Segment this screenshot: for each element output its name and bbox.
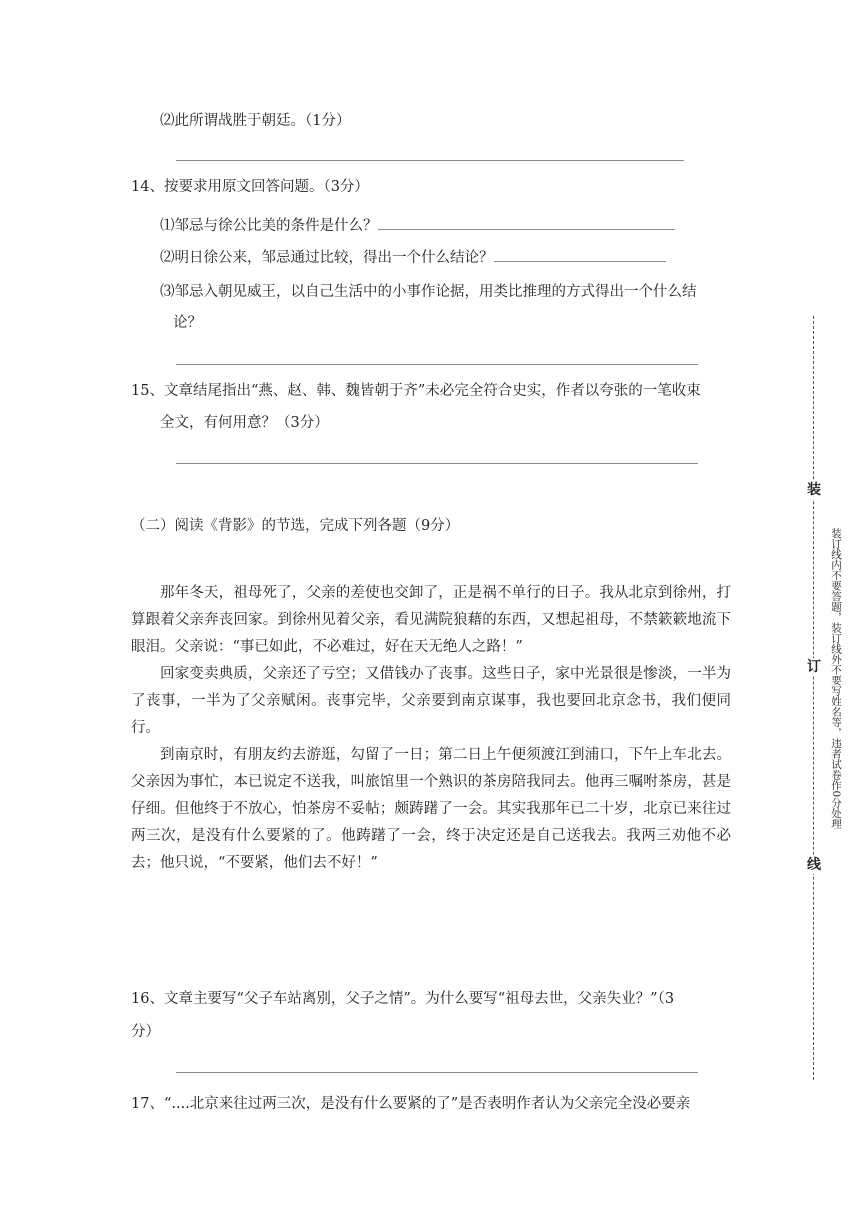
q14-sub1 [160,215,675,236]
binding-char-zhuang: 装 [807,482,821,498]
q16-line2: 分） [131,1024,160,1040]
binding-note: 装订线内不要答题，装订线外不要写姓名等，违者试卷作0分处理 [830,528,842,829]
answer-blank[interactable] [378,215,675,230]
q14-sub3-line1: ⑶邹忌入朝见威王，以自己生活中的小事作论据，用类比推理的方式得出一个什么结 [160,284,697,300]
passage-paragraph-3: 到南京时，有朋友约去游逛，勾留了一日；第二日上午便须渡江到浦口，下午上车北去。父亲因为事忙，本已说定不送我，叫旅馆里一个熟识的茶房陪我同去。他再三嘱咐茶房，甚是仔细。但他终于不放心，怕茶房不妥帖；颇踌躇了一会。其实我那年已二十岁，北京已来往过两三次，是没有什么要紧的了。他踌躇了一会，终于决定还是自己送我去。我两三劝他不必去；他只说，“不要紧，他们去不好！” [131,747,731,871]
reading-passage [131,580,731,877]
passage-paragraph-2: 回家变卖典质，父亲还了亏空；又借钱办了丧事。这些日子，家中光景很是惨淡，一半为了丧事，一半为了父亲赋闲。丧事完毕，父亲要到南京谋事，我也要回北京念书，我们便同行。 [131,666,731,736]
q14-title: 14、按要求用原文回答问题。（3分） [131,179,369,195]
answer-line[interactable] [176,160,684,161]
binding-line [813,316,814,1080]
q15-line1: 15、文章结尾指出“燕、赵、韩、魏皆朝于齐”未必完全符合史实，作者以夸张的一笔收束 [131,383,701,399]
q13-sub2: ⑵此所谓战胜于朝廷。（1分） [160,113,351,129]
answer-line[interactable] [176,1072,698,1073]
section-heading: （二）阅读《背影》的节选，完成下列各题（9分） [131,518,460,534]
q14-sub3-line2: 论？ [173,315,202,331]
answer-line[interactable] [176,364,698,365]
q14-sub1-text: ⑴邹忌与徐公比美的条件是什么？ [160,218,378,234]
passage-paragraph-1: 那年冬天，祖母死了，父亲的差使也交卸了，正是祸不单行的日子。我从北京到徐州，打算跟着父亲奔丧回家。到徐州见着父亲，看见满院狼藉的东西，又想起祖母，不禁簌簌地流下眼泪。父亲说：“事已如此，不必难过，好在天无绝人之路！” [131,585,731,655]
q16-line1: 16、文章主要写“父子车站离别，父子之情”。为什么要写“祖母去世，父亲失业？”（3 [131,991,675,1007]
answer-blank[interactable] [494,247,666,262]
q15-line2: 全文，有何用意？（3分） [160,415,329,431]
q14-sub2-text: ⑵明日徐公来，邹忌通过比较，得出一个什么结论？ [160,250,494,266]
answer-line[interactable] [176,463,698,464]
q17-line1: 17、“....北京来往过两三次，是没有什么要紧的了”是否表明作者认为父亲完全没必要亲 [131,1096,691,1112]
binding-char-ding: 订 [807,659,821,675]
binding-char-xian: 线 [807,857,821,873]
q14-sub2 [160,247,666,268]
